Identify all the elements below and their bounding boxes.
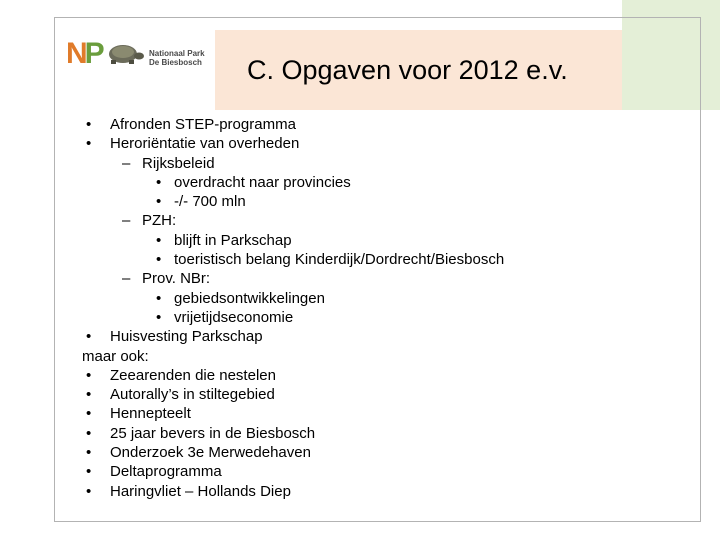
list-item-text: Zeearenden die nestelen — [110, 366, 276, 384]
list-item-text: 25 jaar bevers in de Biesbosch — [110, 424, 316, 442]
park-name — [149, 49, 205, 67]
park-name-line2: De Biesbosch — [149, 58, 202, 67]
np-logo-mark — [66, 36, 102, 72]
bullet-marker: • — [86, 116, 92, 133]
bullet-marker: • — [86, 444, 92, 462]
bullet-marker: • — [156, 173, 162, 191]
list-item-text: overdracht naar provincies — [174, 173, 351, 191]
logo-letter-n: N — [66, 37, 85, 70]
list-item-text: blijft in Parkschap — [174, 231, 292, 249]
list-item-text: Deltaprogramma — [110, 463, 222, 481]
list-item-text: -/- 700 mln — [174, 193, 246, 211]
bullet-marker: • — [156, 251, 162, 269]
bullet-marker: • — [86, 386, 92, 404]
bullet-marker: • — [86, 135, 92, 153]
list-item-text: maar ook: — [82, 347, 149, 365]
dash-marker: – — [122, 154, 131, 172]
bullet-marker: • — [156, 308, 162, 326]
dash-marker: – — [122, 212, 131, 230]
bullet-marker: • — [86, 405, 92, 423]
list-item-text: Autorally’s in stiltegebied — [110, 386, 275, 404]
park-logo — [66, 36, 236, 72]
bullet-marker: • — [86, 424, 92, 442]
turtle-icon — [103, 40, 145, 68]
bullet-marker: • — [156, 193, 162, 211]
list-item-text: Heroriëntatie van overheden — [110, 135, 300, 153]
list-item-text: Onderzoek 3e Merwedehaven — [110, 444, 311, 462]
bullet-marker: • — [86, 482, 92, 500]
list-item-text: Huisvesting Parkschap — [110, 328, 263, 346]
bullet-marker: • — [86, 366, 92, 384]
list-item-text: vrijetijdseconomie — [174, 308, 294, 326]
bullet-marker: • — [86, 328, 92, 346]
list-item-text: Haringvliet – Hollands Diep — [110, 482, 291, 500]
dash-marker: – — [122, 270, 131, 288]
bullet-marker: • — [86, 463, 92, 481]
list-item-text: Afronden STEP-programma — [110, 116, 296, 133]
logo-letter-p: P — [84, 37, 102, 70]
bullet-marker: • — [156, 231, 162, 249]
slide-title: C. Opgaven voor 2012 e.v. — [247, 55, 568, 85]
list-item-text: Rijksbeleid — [142, 154, 215, 172]
list-item-text: PZH: — [142, 212, 177, 230]
list-item-text: toeristisch belang Kinderdijk/Dordrecht/Biesbosch — [174, 251, 505, 269]
list-item-text: Prov. NBr: — [142, 270, 211, 288]
park-name-line1: Nationaal Park — [149, 49, 205, 58]
list-item-text: gebiedsontwikkelingen — [174, 289, 325, 307]
bullet-marker: • — [156, 289, 162, 307]
list-item-text: Hennepteelt — [110, 405, 191, 423]
